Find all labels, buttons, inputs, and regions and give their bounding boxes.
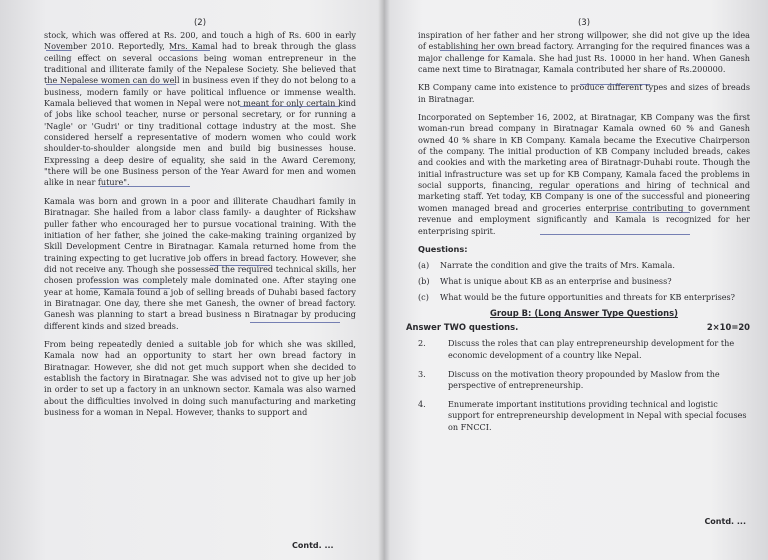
case-paragraph: From being repeatedly denied a suitable job for which she was skilled, Kamala now had an opportunity to start her own bread factory in Biratnagar. However, she did not get much support when she decided to establish the factory in Biratnagar. She was advised not to give up her job in order to set up a factory in an unknown sector. Kamala was also warned about the difficulties involved in doing such manufacturing and marketing business for a woman in Nepal. However, thanks to support and (44, 338, 356, 417)
pen-underline (580, 84, 650, 85)
question-text: Discuss the roles that can play entrepreneurship development for the economic development of a country like Nepal. (448, 338, 735, 360)
question-label: (a) (418, 259, 430, 270)
pen-underline (610, 212, 690, 213)
question-text: What is unique about KB as an enterprise and business? (440, 276, 672, 287)
continued-note: Contd. ... (704, 517, 746, 526)
pen-underline (90, 288, 170, 289)
case-paragraph: Kamala was born and grown in a poor and illiterate Chaudhari family in Biratnagar. She hailed from a labor class family- a daughter of Rickshaw puller father who encouraged her to pursue vocational training. With the initiation of her father, she joined the cake-making training organized by Skill Development Centre in Biratnagar. Kamala returned home from the training expecting to get lucrative job offers in bread factory. However, she did not receive any. Though she possessed the required technical skills, her chosen profession was completely male dominated one. After staying one year at home, Kamala found a job of selling breads of Duhabi based factory in Biratnagar. One day, there she met Ganesh, the owner of bread factory. Ganesh was planning to start a bread business n Biratnagar by producing different kinds and sized breads. (44, 195, 356, 331)
question-item (418, 260, 750, 271)
book-gutter-shadow (378, 0, 390, 560)
question-text: What would be the future opportunities and threats for KB enterprises? (440, 292, 736, 303)
long-question-item (418, 369, 750, 391)
question-number: 2. (418, 338, 426, 349)
page-number: (3) (577, 18, 591, 28)
question-number: 4. (418, 399, 426, 410)
long-question-item (418, 338, 750, 360)
question-number: 3. (418, 368, 426, 379)
pen-underline (46, 50, 72, 51)
pen-underline (240, 106, 340, 107)
pen-underline (250, 322, 340, 323)
question-label: (b) (418, 276, 430, 287)
case-paragraph: KB Company came into existence to produce different types and sizes of breads in Biratnagar. (418, 82, 750, 104)
question-text: Narrate the condition and give the traits of Mrs. Kamala. (440, 259, 675, 270)
marks: 2×10=20 (706, 322, 750, 333)
pen-underline (46, 84, 176, 85)
question-text: Discuss on the motivation theory propounded by Maslow from the perspective of entrepreneurship. (448, 368, 720, 391)
question-item (418, 276, 750, 287)
question-item (418, 292, 750, 303)
question-label: (c) (418, 292, 429, 303)
case-paragraph: inspiration of her father and her strong willpower, she did not give up the idea of establishing her own bread factory. Arranging for the required finances was a major challenge for Kamala. She had just Rs. 10000 in her hand. When Ganesh came next time to Biratnagar, Kamala contributed her share of Rs.200000. (418, 30, 750, 75)
page-number: (2) (193, 18, 207, 28)
pen-underline (520, 190, 660, 191)
answer-instruction: Answer TWO questions. (406, 322, 519, 333)
pen-underline (210, 265, 270, 266)
continued-note: Contd. ... (292, 541, 334, 550)
answer-instruction-row (406, 322, 750, 332)
case-paragraph: stock, which was offered at Rs. 200, and touch a high of Rs. 600 in early November 2010. Reportedly, Mrs. Kamal had to break through the glass ceiling effect on several occasions being woman entrepreneur in the traditional and illiterate family of the Nepalese Society. She believed that the Nepalese women can do well in business even if they do not belong to a business, modern family or have political influence or immense wealth. Kamala believed that women in Nepal were not meant for only certain kind of jobs like school teacher, nurse or personal secretary, or for running a 'Nagle' or 'Gudri' or tiny traditional cottage industry at the most. She considered herself a representative of modern women who could work shoulder-to-shoulder alongside men and build big businesses house. Expressing a deep desire of equality, she said in the Award Ceremony, "there will be one Business person of the Year Award for men and women alike in near future". (44, 30, 356, 188)
long-question-item (418, 399, 750, 433)
question-text: Enumerate important institutions providing technical and logistic support for entrepreneurship development in Nepal with special focuses on FNCCI. (448, 399, 747, 432)
pen-underline (170, 50, 210, 51)
questions-heading: Questions: (418, 243, 468, 254)
group-b-heading: Group B: (Long Answer Type Questions) (490, 308, 678, 319)
pen-underline (440, 50, 520, 51)
pen-underline (540, 234, 690, 235)
right-page (384, 0, 768, 560)
case-paragraph: Incorporated on September 16, 2002, at Biratnagar, KB Company was the first woman-run bread company in Biratnagar Kamala owned 60 % and Ganesh owned 40 % share in KB Company. Kamala became the Executive Chairperson of the company. The initial production of KB Company included breads, cakes and cookies and with the marketing area of Biratnagr-Duhabi route. Though the initial infrastructure was set up for KB Company, Kamala faced the problems in social supports, financing, regular operations and hiring of technical and marketing staff. Yet today, KB Company is one of the successful and pioneering women managed bread and groceries enterprise contributing to government revenue and employment significantly and Kamala is recognized for her enterprising spirit. (418, 112, 750, 236)
pen-underline (100, 186, 190, 187)
